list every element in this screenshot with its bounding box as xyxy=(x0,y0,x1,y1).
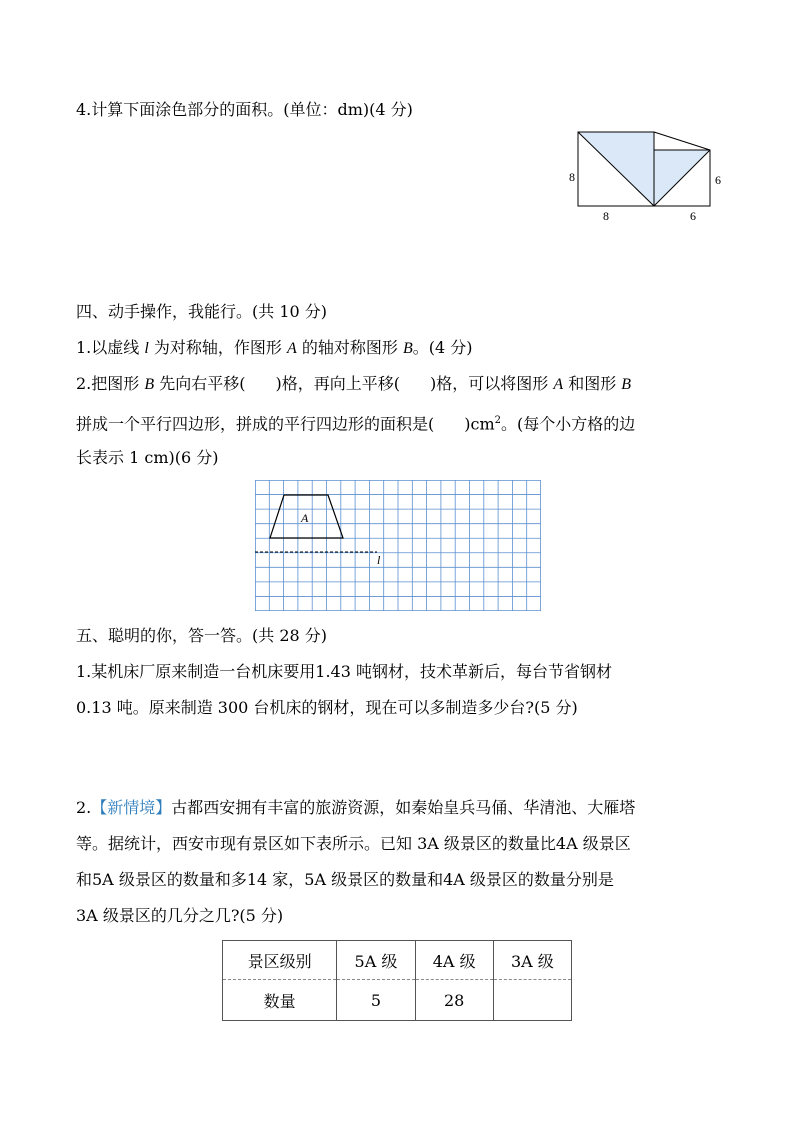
label-left-height: 8 xyxy=(569,170,575,184)
table-header: 景区级别 xyxy=(223,941,337,980)
section4-q2-line2: 拼成一个平行四边形，拼成的平行四边形的面积是( )$cm^2$。(每个小方格的边 xyxy=(76,414,636,434)
section5-q2-line4: 3A 级景区的几分之几?(5 分) xyxy=(76,906,284,925)
table-cell xyxy=(493,980,571,1021)
section5-q2-line3: 和5A 级景区的数量和多14 家，5A 级景区的数量和4A 级景区的数量分别是 xyxy=(76,870,614,889)
section4-q1: 1.以虚线 l 为对称轴，作图形 A 的轴对称图形 B。(4 分) xyxy=(76,338,473,357)
table-header: 3A 级 xyxy=(493,941,571,980)
section5-q2-line2: 等。据统计，西安市现有景区如下表所示。已知 3A 级景区的数量比4A 级景区 xyxy=(76,834,631,853)
label-bottom-left: 8 xyxy=(603,209,609,223)
table-cell: 28 xyxy=(415,980,493,1021)
section4-q2-line3: 长表示 1 cm)(6 分) xyxy=(76,448,219,467)
q4-figure xyxy=(560,128,730,228)
section5-title: 五、聪明的你，答一答。(共 28 分) xyxy=(76,626,328,645)
scenic-table xyxy=(222,940,572,1021)
grid-figure xyxy=(255,480,541,611)
table-header: 4A 级 xyxy=(415,941,493,980)
section5-q1-line2: 0.13 吨。原来制造 300 台机床的钢材，现在可以多制造多少台?(5 分) xyxy=(76,698,578,717)
table-row xyxy=(223,980,572,1021)
label-A: A xyxy=(301,511,309,525)
section4-q2-line1: 2.把图形 B 先向右平移( )格，再向上平移( )格，可以将图形 A 和图形 B xyxy=(76,374,632,393)
section5-q1-line1: 1.某机床厂原来制造一台机床要用1.43 吨钢材，技术革新后，每台节省钢材 xyxy=(76,662,612,681)
section5-q2-line1: 2.【新情境】古都西安拥有丰富的旅游资源，如秦始皇兵马俑、华清池、大雁塔 xyxy=(76,798,636,817)
label-right-height: 6 xyxy=(715,173,721,187)
table-row xyxy=(223,941,572,980)
table-cell: 5 xyxy=(337,980,415,1021)
section4-title: 四、动手操作，我能行。(共 10 分) xyxy=(76,302,328,321)
table-header: 5A 级 xyxy=(337,941,415,980)
table-cell: 数量 xyxy=(223,980,337,1021)
label-bottom-right: 6 xyxy=(690,209,696,223)
q4-text: 4.计算下面涂色部分的面积。(单位：dm)(4 分) xyxy=(76,100,413,119)
label-l: l xyxy=(377,553,381,567)
new-context-tag: 【新情境】 xyxy=(91,798,172,817)
